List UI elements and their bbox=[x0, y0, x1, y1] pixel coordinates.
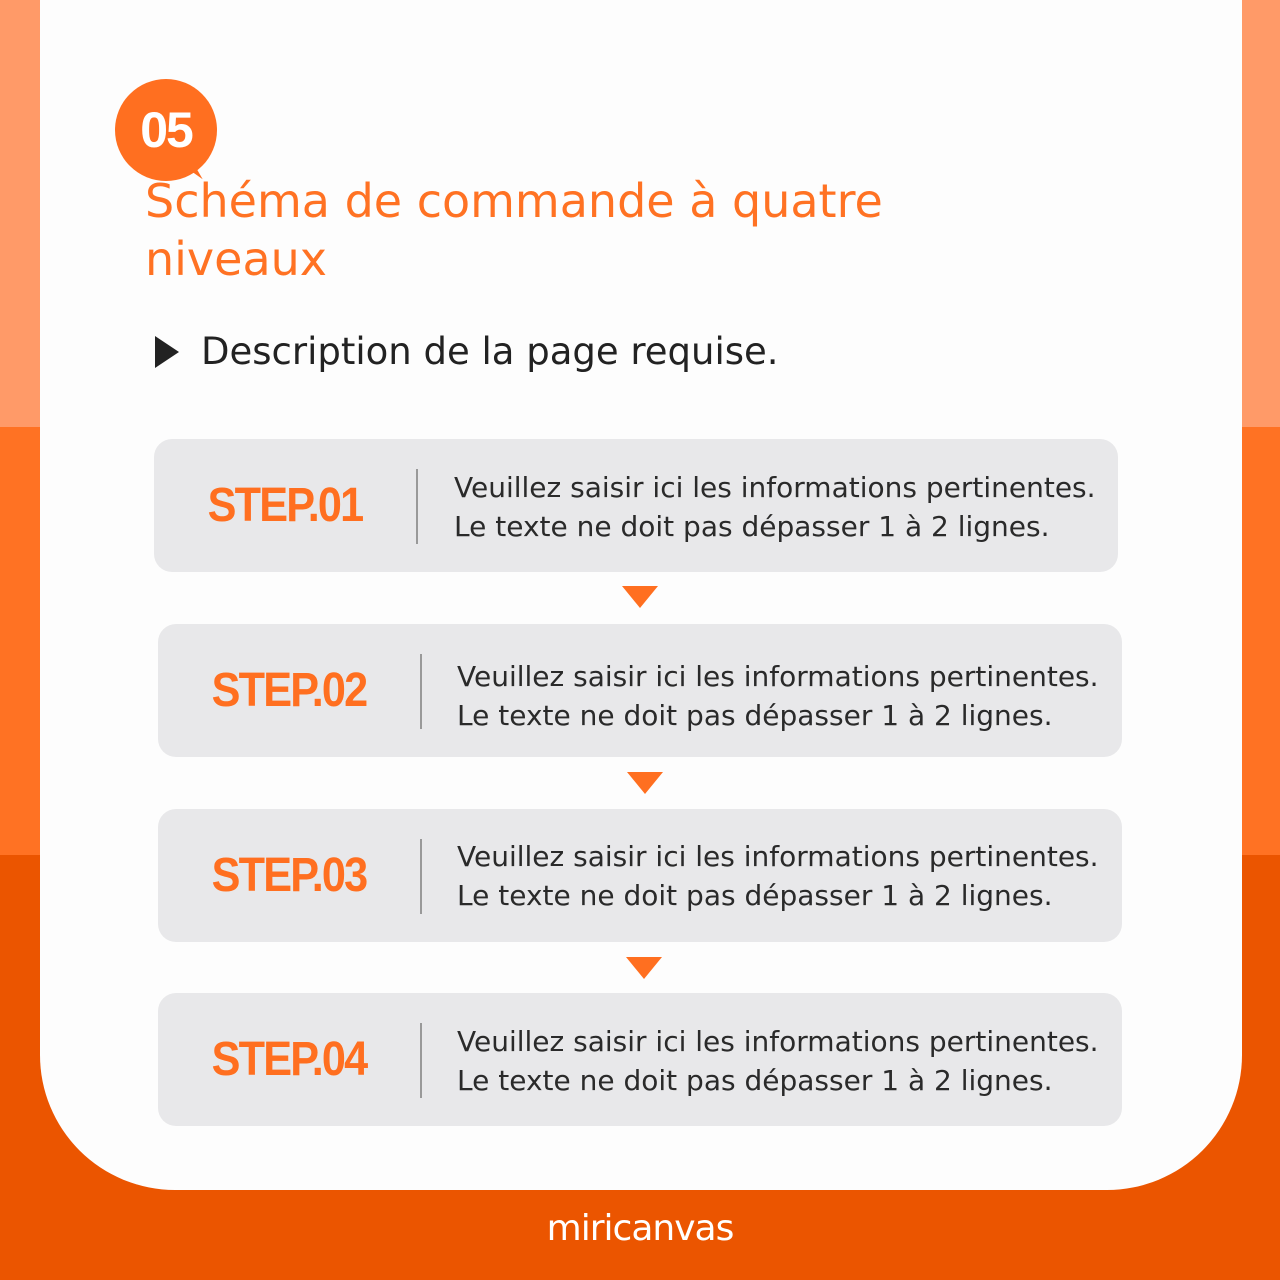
step-box-4 bbox=[158, 993, 1122, 1126]
step-text-line: Veuillez saisir ici les informations pertinentes. bbox=[454, 471, 1096, 504]
step-text-line: Le texte ne doit pas dépasser 1 à 2 lignes. bbox=[454, 510, 1050, 543]
step-label: STEP.02 bbox=[211, 664, 367, 717]
step-text-line: Veuillez saisir ici les informations pertinentes. bbox=[457, 660, 1099, 693]
step-text bbox=[454, 468, 1096, 546]
step-label: STEP.03 bbox=[211, 849, 367, 902]
play-triangle-icon bbox=[155, 336, 179, 368]
step-text bbox=[457, 1022, 1099, 1100]
step-text-line: Veuillez saisir ici les informations pertinentes. bbox=[457, 1025, 1099, 1058]
step-text-line: Le texte ne doit pas dépasser 1 à 2 lignes. bbox=[457, 699, 1053, 732]
step-text-line: Le texte ne doit pas dépasser 1 à 2 lignes. bbox=[457, 879, 1053, 912]
step-box-2 bbox=[158, 624, 1122, 757]
step-label: STEP.01 bbox=[207, 479, 363, 532]
page-title: Schéma de commande à quatre niveaux bbox=[145, 174, 883, 286]
divider bbox=[420, 654, 422, 729]
description-text: Description de la page requise. bbox=[201, 330, 779, 373]
arrow-down-icon bbox=[622, 586, 658, 608]
divider bbox=[416, 469, 418, 544]
divider bbox=[420, 839, 422, 914]
arrow-down-icon bbox=[627, 772, 663, 794]
brand-logo: miricanvas bbox=[546, 1208, 734, 1249]
description bbox=[155, 330, 779, 373]
step-text bbox=[457, 657, 1099, 735]
step-text bbox=[457, 837, 1099, 915]
step-text-line: Le texte ne doit pas dépasser 1 à 2 lignes. bbox=[457, 1064, 1053, 1097]
arrow-down-icon bbox=[626, 957, 662, 979]
step-label: STEP.04 bbox=[211, 1033, 367, 1086]
number-badge: 05 bbox=[115, 79, 217, 181]
step-box-3 bbox=[158, 809, 1122, 942]
step-text-line: Veuillez saisir ici les informations pertinentes. bbox=[457, 840, 1099, 873]
step-box-1 bbox=[154, 439, 1118, 572]
divider bbox=[420, 1023, 422, 1098]
